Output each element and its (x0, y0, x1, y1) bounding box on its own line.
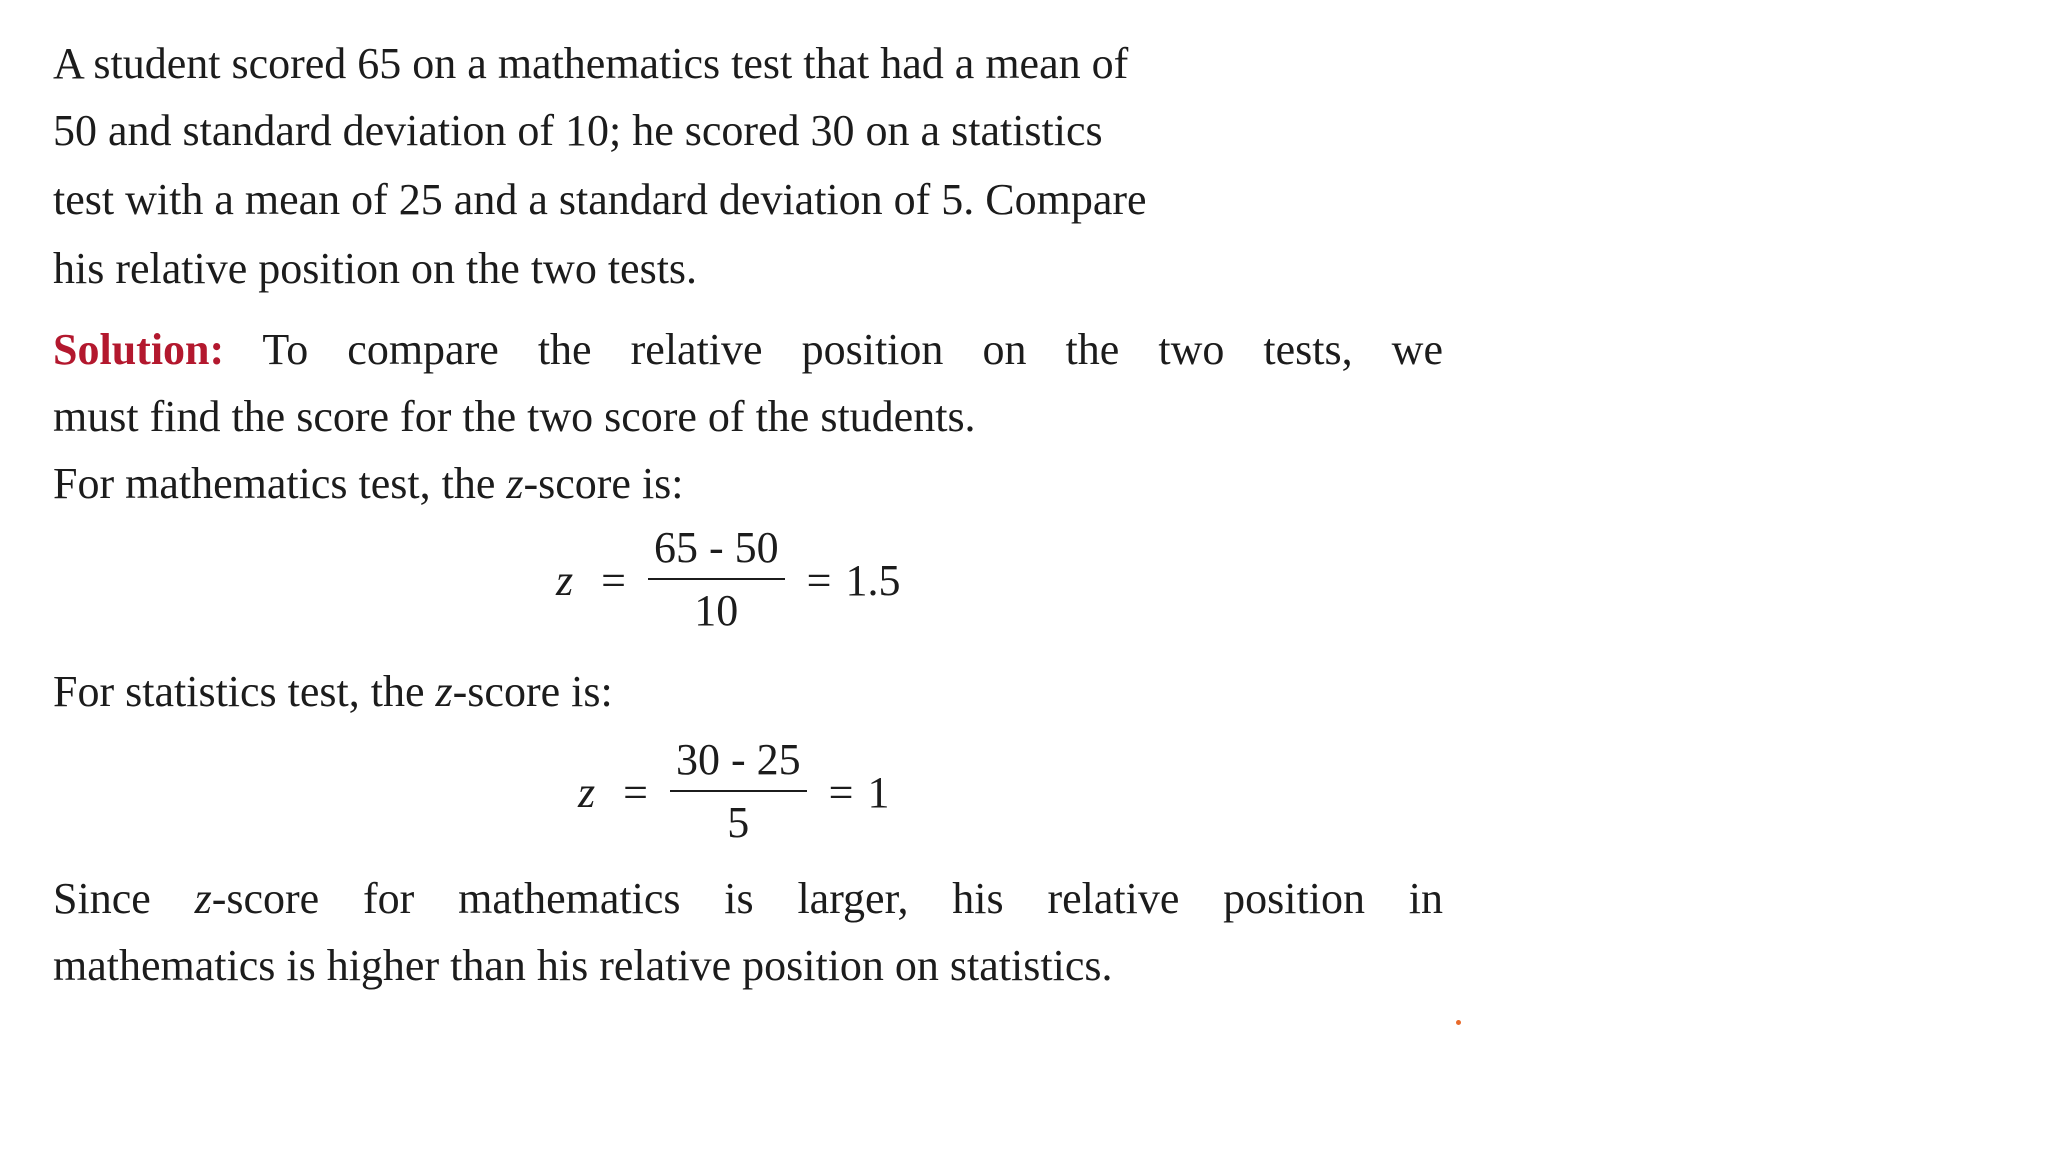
problem-line-1: A student scored 65 on a mathematics test that had a mean of (53, 39, 1129, 88)
marker-dot (1456, 1020, 1461, 1025)
conclusion-before: Since (53, 874, 195, 923)
stat-z-equation (578, 732, 889, 852)
conclusion-var: z (194, 874, 212, 923)
conclusion-line-1 (53, 869, 1443, 929)
math-intro (53, 454, 684, 514)
stat-eq-denominator: 5 (727, 798, 750, 847)
stat-eq-result: 1 (867, 767, 890, 817)
stat-intro-var: z (435, 667, 453, 716)
stat-intro (53, 662, 613, 722)
math-intro-before: For mathematics test, the (53, 459, 507, 508)
solution-label: Solution: (53, 325, 225, 374)
solution-line-2: must find the score for the two score of the students. (53, 392, 976, 441)
conclusion-after: -score for mathematics is larger, his relative position in (211, 874, 1443, 923)
math-eq-denominator: 10 (694, 586, 739, 635)
stat-eq-numerator: 30 - 25 (675, 735, 801, 784)
math-eq-numerator: 65 - 50 (653, 523, 779, 572)
solution-line-1-text: To compare the relative position on the two tests, we (224, 325, 1443, 374)
stat-eq-fraction (670, 732, 807, 852)
math-intro-var: z (506, 459, 524, 508)
problem-line-2: 50 and standard deviation of 10; he scored 30 on a statistics (53, 106, 1103, 155)
math-eq-equals-1: = (601, 555, 626, 605)
math-eq-fraction (648, 520, 785, 640)
conclusion-line-2: mathematics is higher than his relative position on statistics. (53, 941, 1113, 990)
stat-intro-after: -score is: (452, 667, 613, 716)
stat-eq-equals-2: = (828, 767, 854, 817)
problem-line-4: his relative position on the two tests. (53, 244, 698, 293)
math-intro-after: -score is: (523, 459, 684, 508)
problem-line-3: test with a mean of 25 and a standard deviation of 5. Compare (53, 175, 1147, 224)
math-eq-result: 1.5 (845, 555, 901, 605)
stat-eq-equals-1: = (623, 767, 648, 817)
math-z-equation (556, 520, 900, 640)
stat-intro-before: For statistics test, the (53, 667, 436, 716)
solution-line-1 (53, 320, 1443, 380)
stat-eq-lhs: z (578, 767, 596, 817)
math-eq-lhs: z (556, 555, 574, 605)
math-eq-equals-2: = (806, 555, 832, 605)
